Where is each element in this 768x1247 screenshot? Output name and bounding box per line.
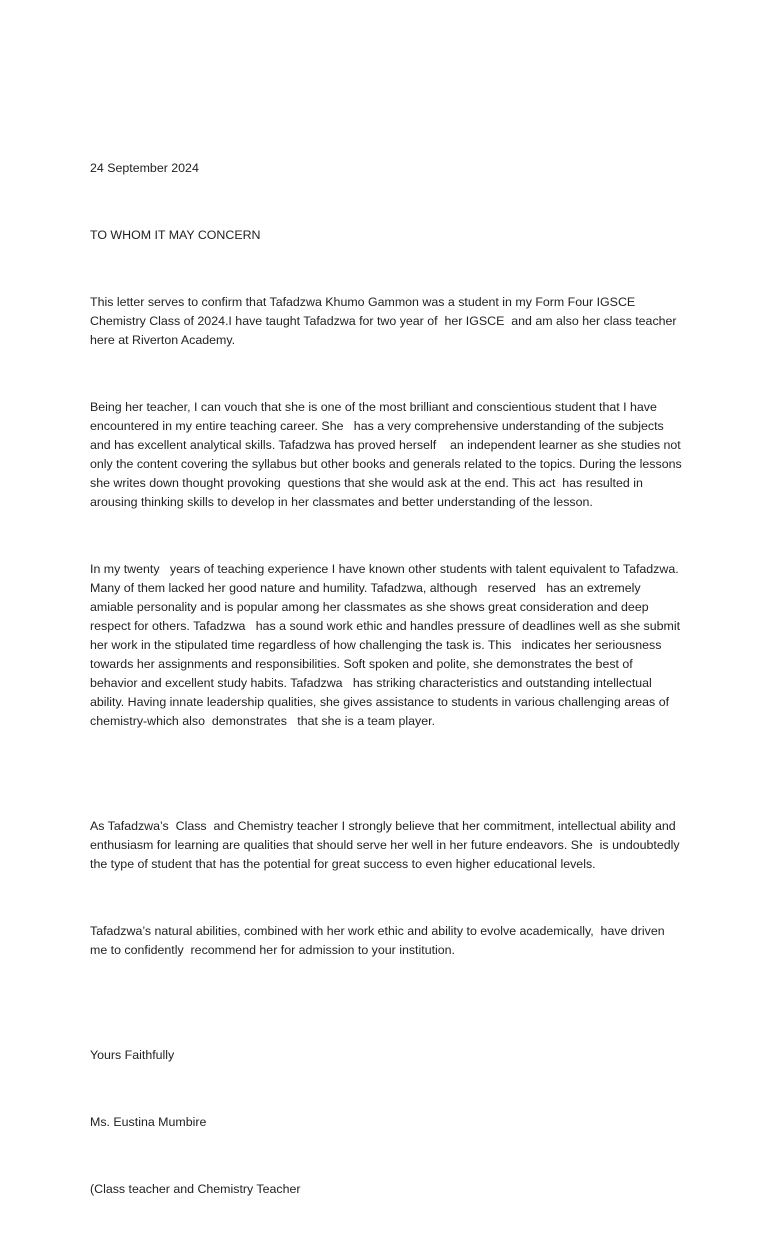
paragraph-confirmation: This letter serves to confirm that Tafadzwa Khumo Gammon was a student in my Form Four IGSCE Chemistry Class of 2024.I have taught Tafadzwa for two year of her IGSCE and am also her class teacher here at Riverton Academy. [90, 295, 680, 347]
paragraph-experience: In my twenty years of teaching experience I have known other students with talent equivalent to Tafadzwa. Many of them lacked her good nature and humility. Tafadzwa, although reserved has an extremely amiable personality and is popular among her classmates as she shows great consideration and deep respect for others. Tafadzwa has a sound work ethic and handles pressure of deadlines well as she submit her work in the stipulated time regardless of how challenging the task is. This indicates her seriousness towards her assignments and responsibilities. Soft spoken and polite, she demonstrates the best of behavior and excellent study habits. Tafadzwa has striking characteristics and outstanding intellectual ability. Having innate leadership qualities, she gives assistance to students in various challenging areas of chemistry-which also demonstrates that she is a team player. [90, 562, 684, 728]
letter-salutation: TO WHOM IT MAY CONCERN [90, 228, 261, 242]
letter-date: 24 September 2024 [90, 161, 199, 175]
letter-body [90, 121, 686, 1247]
letter-closing: Yours Faithfully [90, 1048, 175, 1062]
signatory-name: Ms. Eustina Mumbire [90, 1115, 207, 1129]
paragraph-teacher-vouch: Being her teacher, I can vouch that she is one of the most brilliant and conscientious student that I have encountered in my entire teaching career. She has a very comprehensive understanding of the subjects and has excellent analytical skills. Tafadzwa has proved herself an independent learner as she studies not only the content covering the syllabus but other books and generals related to the topics. During the lessons she writes down thought provoking questions that she would ask at the end. This act has resulted in arousing thinking skills to develop in her classmates and better understanding of the lesson. [90, 400, 686, 509]
paragraph-recommendation: Tafadzwa’s natural abilities, combined with her work ethic and ability to evolve academically, have driven me to confidently recommend her for admission to your institution. [90, 924, 669, 957]
signatory-title: (Class teacher and Chemistry Teacher [90, 1182, 301, 1196]
paragraph-belief: As Tafadzwa’s Class and Chemistry teacher I strongly believe that her commitment, intellectual ability and enthusiasm for learning are qualities that should serve her well in her future endeavors. She is undoubtedly the type of student that has the potential for great success to even higher educational levels. [90, 819, 684, 871]
